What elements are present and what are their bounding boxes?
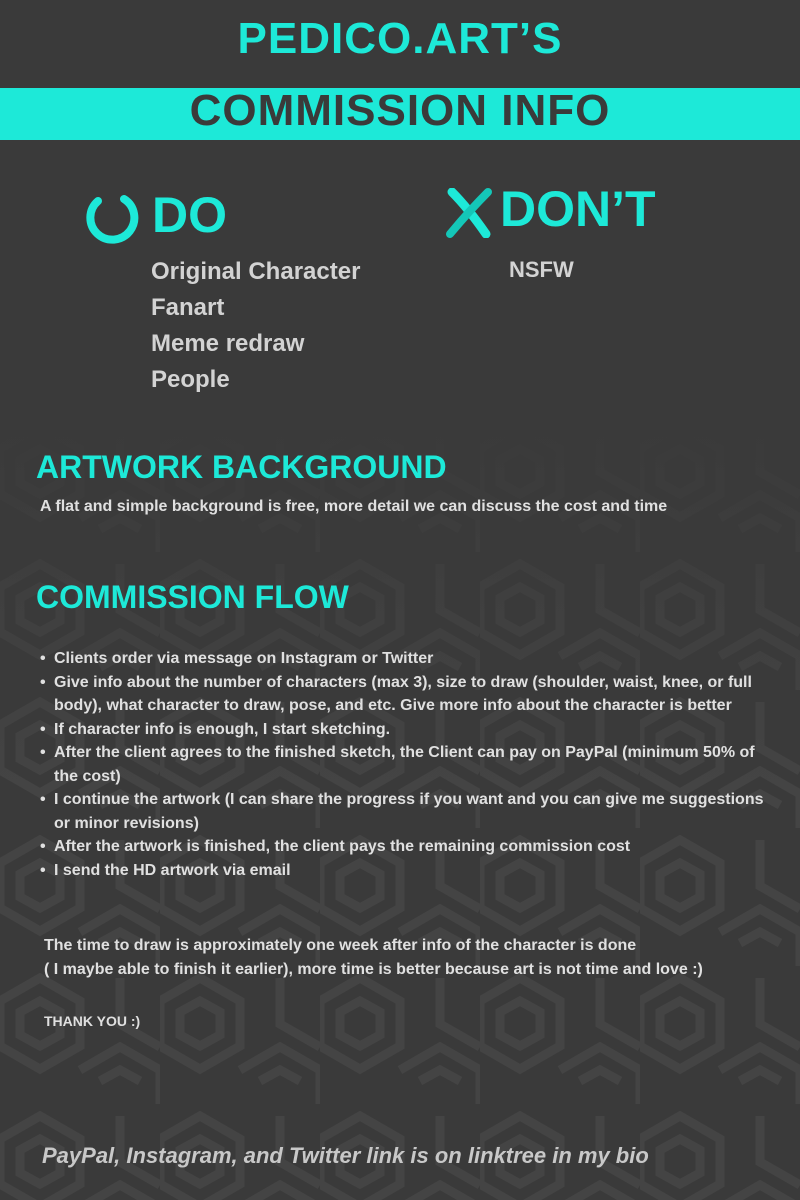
flow-step-text: After the client agrees to the finished sketch, the Client can pay on PayPal (minimum 50% of the cost) — [54, 744, 755, 785]
dont-list — [509, 254, 574, 286]
bullet-icon: • — [40, 861, 46, 879]
do-item: Fanart — [151, 294, 225, 321]
flow-step — [40, 718, 780, 742]
flow-step — [40, 835, 780, 859]
bullet-icon: • — [40, 650, 46, 667]
do-heading: DO — [152, 187, 227, 243]
flow-step-text: After the artwork is finished, the client pays the remaining commission cost — [54, 838, 631, 855]
artwork-background-text: A flat and simple background is free, more detail we can discuss the cost and time — [40, 498, 668, 515]
dont-item: NSFW — [509, 257, 574, 282]
do-list — [151, 254, 360, 398]
commission-flow-list — [40, 647, 780, 882]
timing-note-line1: The time to draw is approximately one week after info of the character is done — [44, 937, 637, 954]
bullet-icon: • — [40, 720, 46, 738]
flow-step-text: Clients order via message on Instagram or Twitter — [54, 650, 434, 667]
footer-links-note: PayPal, Instagram, and Twitter link is on linktree in my bio — [42, 1143, 649, 1168]
flow-step-text: I continue the artwork (I can share the progress if you want and you can give me suggestions or minor revisions) — [54, 791, 764, 832]
flow-step — [40, 859, 780, 883]
page-subtitle: COMMISSION INFO — [189, 86, 611, 135]
artwork-background-heading: ARTWORK BACKGROUND — [36, 449, 447, 485]
flow-step — [40, 671, 780, 718]
bullet-icon: • — [40, 744, 46, 761]
flow-step-text: Give info about the number of characters (max 3), size to draw (shoulder, waist, knee, or full body), what character to draw, pose, and etc. Give more info about the character is better — [54, 673, 752, 714]
x-icon — [444, 188, 494, 238]
flow-step — [40, 741, 780, 788]
page-title: PEDICO.ART’S — [237, 14, 563, 63]
do-item: People — [151, 366, 230, 393]
do-item: Original Character — [151, 258, 361, 285]
commission-flow-heading: COMMISSION FLOW — [36, 579, 349, 615]
flow-step — [40, 647, 780, 671]
bullet-icon: • — [40, 838, 46, 855]
flow-step-text: I send the HD artwork via email — [54, 861, 291, 879]
do-item: Meme redraw — [151, 330, 305, 357]
dont-heading: DON’T — [500, 181, 656, 237]
ring-icon — [84, 190, 140, 246]
flow-step-text: If character info is enough, I start sketching. — [54, 720, 391, 738]
timing-note-line2: ( I maybe able to finish it earlier), more time is better because art is not time and love :) — [44, 961, 703, 978]
thank-you-text: THANK YOU :) — [44, 1013, 141, 1029]
bullet-icon: • — [40, 673, 46, 691]
bullet-icon: • — [40, 791, 46, 808]
flow-step — [40, 788, 780, 835]
